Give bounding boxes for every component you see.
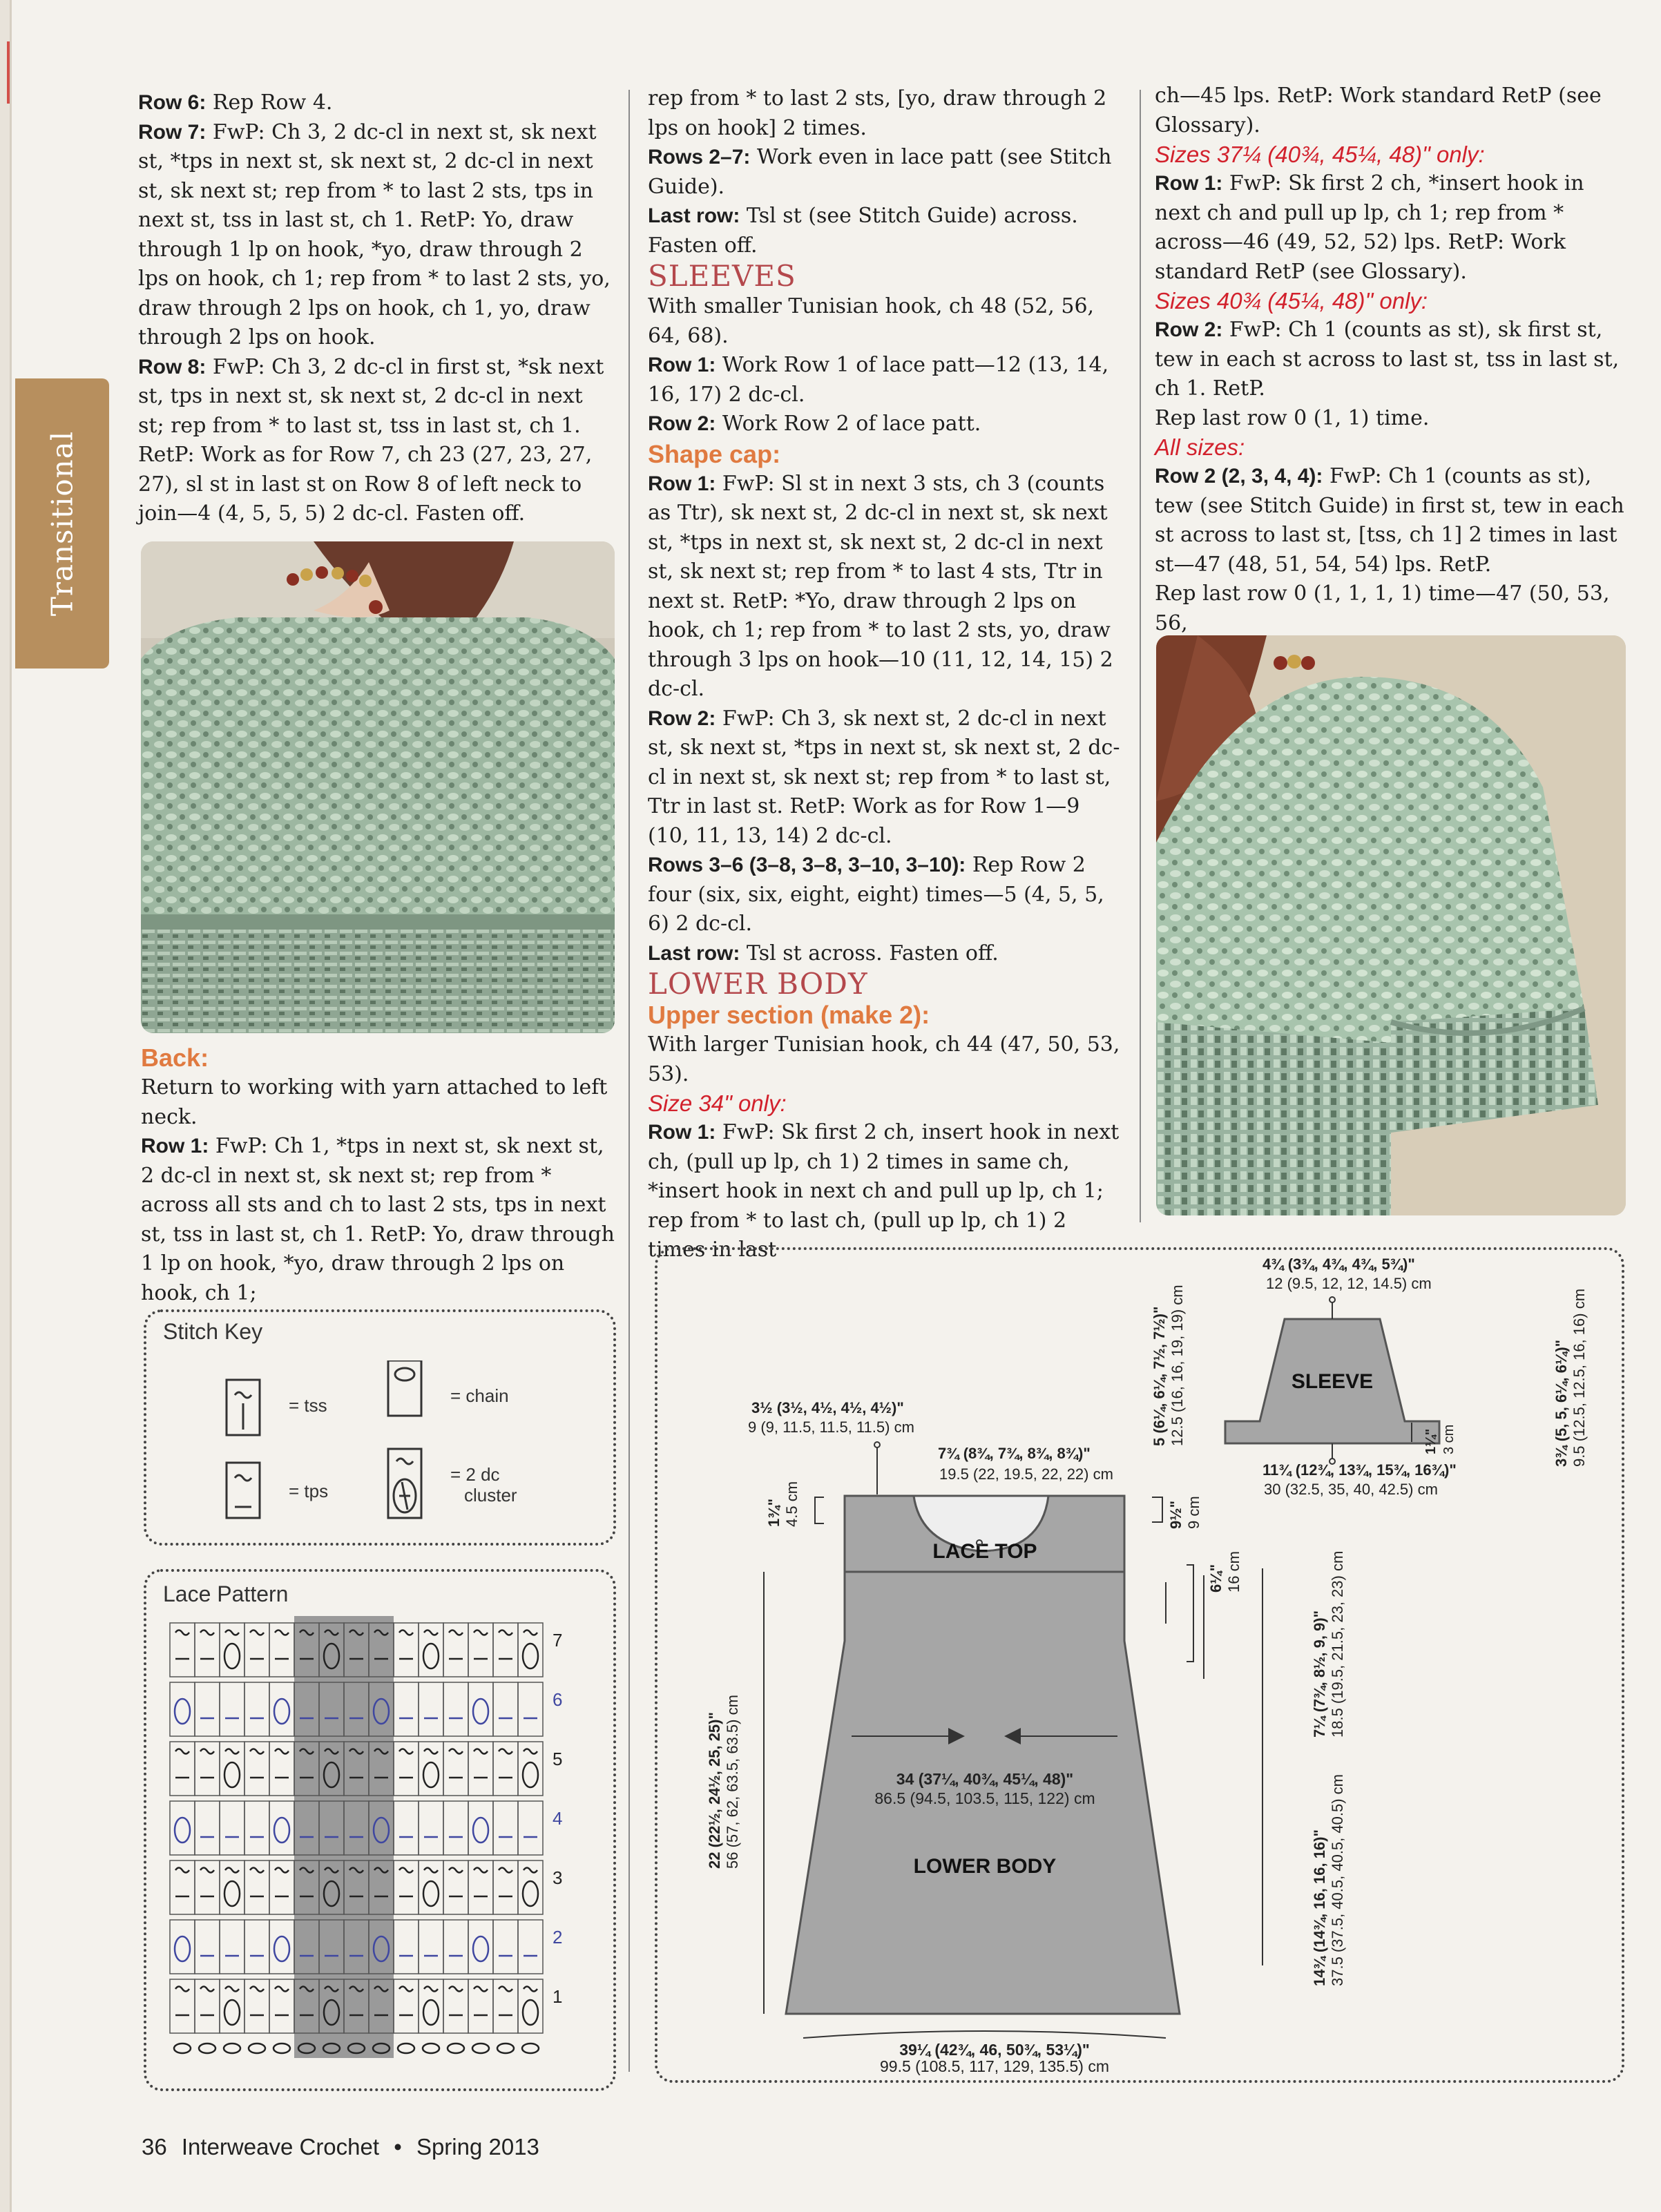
stitch-symbol — [250, 1868, 264, 1897]
stitch-symbol — [200, 1631, 214, 1660]
lace-top-label: LACE TOP — [932, 1540, 1037, 1563]
stitch-symbol — [499, 1868, 512, 1897]
stitch-symbol — [523, 1868, 538, 1907]
stitch-symbol — [449, 1868, 463, 1897]
chart-cell — [269, 1979, 294, 2033]
chart-cell — [244, 1860, 269, 1914]
lace-pattern-chart — [166, 1616, 594, 2058]
lower-right-measurement-cm: 37.5 (37.5, 40.5, 40.5, 40.5) cm — [1329, 1774, 1346, 1986]
chart-cell — [394, 1623, 419, 1677]
chart-cell — [394, 1979, 419, 2033]
stitch-symbol — [423, 1631, 439, 1669]
stitch-key-symbols — [221, 1360, 483, 1533]
chart-cell — [195, 1742, 220, 1796]
total-length-measurement-cm: 56 (57, 62, 63.5, 63.5) cm — [724, 1695, 741, 1869]
stitch-symbol — [250, 1749, 264, 1778]
stitch-symbol — [200, 1868, 214, 1897]
stitch-symbol — [175, 1868, 189, 1897]
stitch-symbol — [523, 1987, 538, 2026]
sleeve-top-measurement-cm: 12 (9.5, 12, 12, 14.5) cm — [1266, 1275, 1432, 1292]
chart-cell — [443, 1623, 468, 1677]
magazine-name: Interweave Crochet — [181, 2134, 380, 2160]
stitch-symbol — [175, 1699, 190, 1724]
stitch-symbol — [224, 1868, 240, 1907]
chart-cell — [468, 1742, 493, 1796]
chart-cell — [468, 1920, 493, 1974]
chart-cell — [468, 1979, 493, 2033]
stitch-symbol — [473, 1818, 488, 1843]
paragraph: Row 1: FwP: Sk first 2 ch, *insert hook in next ch and pull up lp, ch 1; rep from * across—46 (49, 52, 52) lps. RetP: Work standard RetP (see Glossary). — [1155, 171, 1584, 284]
stitch-symbol — [224, 1631, 240, 1669]
size-heading: Size 34" only: — [648, 1090, 787, 1116]
chain-symbol-icon — [398, 2043, 414, 2053]
paragraph: Rows 2–7: Work even in lace patt (see Stitch Guide). — [648, 145, 1112, 199]
chart-cell — [443, 1920, 468, 1974]
size-heading: All sizes: — [1155, 434, 1245, 460]
chain-symbol-icon — [224, 2043, 240, 2053]
chart-cell — [443, 1979, 468, 2033]
chart-cell — [269, 1742, 294, 1796]
chart-cell — [269, 1623, 294, 1677]
column-2 — [648, 84, 1126, 1265]
size-heading: Sizes 40¾ (45¼, 48)" only: — [1155, 288, 1428, 314]
chart-cell — [244, 1979, 269, 2033]
paragraph: With larger Tunisian hook, ch 44 (47, 50, 53, 53). — [648, 1032, 1120, 1086]
chart-cell — [269, 1920, 294, 1974]
paragraph: With smaller Tunisian hook, ch 48 (52, 56, 64, 68). — [648, 294, 1095, 348]
chain-symbol-icon — [472, 2043, 489, 2053]
chart-cell — [419, 1801, 443, 1855]
row-number-label: 2 — [553, 1927, 563, 1947]
paragraph: Row 1: Work Row 1 of lace patt—12 (13, 14, 16, 17) 2 dc-cl. — [648, 353, 1109, 407]
stitch-symbol — [274, 1818, 289, 1843]
yoke-measurement: 6¼" — [1207, 1564, 1225, 1593]
row-number-label: 1 — [553, 1986, 563, 2007]
stitch-symbol — [449, 1987, 463, 2016]
chart-cell — [195, 1623, 220, 1677]
stitch-symbol — [523, 1749, 538, 1788]
chart-cell — [443, 1860, 468, 1914]
page-number: 36 — [142, 2134, 167, 2160]
chart-cell — [269, 1860, 294, 1914]
upper-right-measurement: 7¼ (7¾, 8½, 9, 9)" — [1311, 1610, 1328, 1738]
paragraph: Last row: Tsl st (see Stitch Guide) across. Fasten off. — [648, 204, 1078, 258]
back-photo-image — [141, 541, 615, 1033]
chart-cell — [170, 1979, 195, 2033]
footer-bullet: • — [394, 2134, 402, 2160]
stitch-symbol — [399, 1868, 413, 1897]
neck-measurement-cm: 19.5 (22, 19.5, 22, 22) cm — [939, 1465, 1113, 1483]
paragraph: Row 8: FwP: Ch 3, 2 dc-cl in first st, *sk next st, tps in next st, sk next st, 2 dc-cl in next st; rep from * to last st, tss in last st, ch 1. RetP: Work as for Row 7, ch 23 (27, 23, 27, 27), sl st in last st on Row 8 of left neck to join—4 (4, 5, 5, 5) 2 dc-cl. Fasten off. — [138, 354, 604, 526]
chart-cell — [518, 1920, 543, 1974]
chart-cell — [394, 1801, 419, 1855]
chart-cell — [419, 1682, 443, 1736]
chart-cell — [394, 1682, 419, 1736]
chain-symbol-icon — [174, 2043, 191, 2053]
stitch-symbol — [274, 1936, 289, 1961]
page-footer — [142, 2134, 548, 2160]
sleeve-photo-image — [1156, 635, 1626, 1215]
total-length-measurement: 22 (22½, 24½, 25, 25)" — [706, 1712, 723, 1869]
row-number-label: 5 — [553, 1749, 563, 1769]
column-1-back — [141, 1043, 616, 1308]
key-cluster-label: = 2 dc cluster — [450, 1464, 517, 1506]
shape-cap-heading: Shape cap: — [648, 439, 781, 468]
chart-cell — [170, 1801, 195, 1855]
chart-cell — [195, 1920, 220, 1974]
chart-cell — [468, 1801, 493, 1855]
armhole-measurement-cm: 9 cm — [1185, 1496, 1202, 1529]
stitch-symbol — [423, 1987, 439, 2026]
column-rule — [628, 90, 630, 2072]
chain-symbol-icon — [497, 2043, 514, 2053]
chart-cell — [195, 1682, 220, 1736]
stitch-symbol — [275, 1749, 289, 1778]
chart-cell — [244, 1742, 269, 1796]
paragraph: Row 2: Work Row 2 of lace patt. — [648, 412, 981, 436]
chart-cell — [244, 1801, 269, 1855]
sleeve-bottom-measurement-cm: 30 (32.5, 35, 40, 42.5) cm — [1264, 1481, 1438, 1498]
stitch-symbol — [449, 1749, 463, 1778]
stitch-symbol — [423, 1749, 439, 1788]
chart-cell — [419, 1920, 443, 1974]
key-tss-label: = tss — [289, 1395, 327, 1416]
tps-symbol-icon — [227, 1463, 260, 1518]
paragraph: Row 2: FwP: Ch 1 (counts as st), sk first st, tew in each st across to last st, tss in last st, ch 1. RetP. — [1155, 318, 1620, 401]
sleeve-top-measurement: 4¾ (3¾, 4¾, 4¾, 5¾)" — [1262, 1256, 1415, 1273]
stitch-symbol — [175, 1987, 189, 2016]
stitch-symbol — [474, 1631, 488, 1660]
stitch-symbol — [250, 1987, 264, 2016]
chart-cell — [170, 1860, 195, 1914]
sleeve-bottom-measurement: 11¾ (12¾, 13¾, 15¾, 16¾)" — [1262, 1461, 1457, 1479]
neck-depth-measurement: 1¾" — [765, 1498, 783, 1527]
sleeve-photo — [1156, 635, 1626, 1215]
bust-measurement-cm: 86.5 (94.5, 103.5, 115, 122) cm — [874, 1789, 1095, 1807]
paragraph: Rows 3–6 (3–8, 3–8, 3–10, 3–10): Rep Row 2 four (six, six, eight, eight) times—5 (4, 5, 5, 6) 2 dc-cl. — [648, 853, 1104, 936]
chain-symbol-icon — [273, 2043, 290, 2053]
chart-cell — [170, 1920, 195, 1974]
stitch-symbol — [399, 1631, 413, 1660]
shoulder-measurement-cm: 9 (9, 11.5, 11.5, 11.5) cm — [748, 1418, 914, 1436]
sleeves-heading: SLEEVES — [648, 259, 796, 293]
hem-measurement-cm: 99.5 (108.5, 117, 129, 135.5) cm — [879, 2057, 1110, 2075]
chart-cell — [443, 1742, 468, 1796]
chart-cell — [493, 1682, 518, 1736]
stitch-symbol — [473, 1936, 488, 1961]
stitch-symbol — [499, 1631, 512, 1660]
paragraph: Row 7: FwP: Ch 3, 2 dc-cl in next st, sk next st, *tps in next st, sk next st, 2 dc-cl in next st, sk next st; rep from * to last 2 sts, tps in next st, tss in last st, ch 1. RetP: Yo, draw through 1 lp on hook, *yo, draw through 2 lps on hook, ch 1; rep from * to last 2 sts, yo, draw through 2 lps on hook, ch 1, yo, draw through 2 lps on hook. — [138, 119, 611, 349]
chart-cell — [493, 1801, 518, 1855]
stitch-symbol — [473, 1699, 488, 1724]
stitch-symbol — [275, 1987, 289, 2016]
paragraph: Row 6: Rep Row 4. — [138, 90, 333, 115]
paragraph: Row 2 (2, 3, 4, 4): FwP: Ch 1 (counts as st), tew (see Stitch Guide) in first st, tew in each st across to last st, [tss, ch 1] 2 times in last st—47 (48, 51, 54, 54) lps. RetP. — [1155, 464, 1624, 577]
chart-cell — [220, 1920, 244, 1974]
lower-right-measurement: 14¾ (14¾, 16, 16, 16)" — [1311, 1829, 1328, 1986]
section-tab — [15, 378, 109, 669]
stitch-symbol — [200, 1987, 214, 2016]
chart-cell — [443, 1682, 468, 1736]
sleeve-left-measurement-cm: 12.5 (16, 16, 19, 19) cm — [1169, 1285, 1186, 1446]
stitch-symbol — [474, 1868, 488, 1897]
back-photo — [141, 541, 615, 1033]
stitch-symbol — [275, 1631, 289, 1660]
sleeve-small-measurement: 1¼" — [1423, 1428, 1439, 1454]
column-rule — [1140, 90, 1141, 1222]
paragraph: rep from * to last 2 sts, [yo, draw through 2 lps on hook] 2 times. — [648, 86, 1107, 140]
chart-cell — [394, 1860, 419, 1914]
neck-measurement: 7¾ (8¾, 7¾, 8¾, 8¾)" — [938, 1445, 1091, 1462]
cluster-symbol-icon — [388, 1449, 421, 1518]
row-number-label: 3 — [553, 1867, 563, 1888]
chart-cell — [394, 1742, 419, 1796]
chart-cell — [244, 1623, 269, 1677]
column-3 — [1155, 81, 1631, 638]
row-number-label: 4 — [553, 1808, 563, 1829]
stitch-symbol — [175, 1818, 190, 1843]
chart-cell — [518, 1682, 543, 1736]
stitch-symbol — [423, 1868, 439, 1907]
chart-cell — [170, 1742, 195, 1796]
lower-body-label: LOWER BODY — [913, 1855, 1057, 1878]
stitch-symbol — [449, 1631, 463, 1660]
chart-cell — [220, 1682, 244, 1736]
chart-cell — [493, 1860, 518, 1914]
stitch-symbol — [474, 1987, 488, 2016]
size-heading: Sizes 37¼ (40¾, 45¼, 48)" only: — [1155, 142, 1485, 167]
row-number-label: 6 — [553, 1689, 563, 1710]
stitch-symbol — [224, 1987, 240, 2026]
chart-cell — [244, 1682, 269, 1736]
paragraph: Row 1: FwP: Sk first 2 ch, insert hook in next ch, (pull up lp, ch 1) 2 times in same ch, *insert hook in next ch and pull up lp, ch 1; rep from * to last ch, (pull up lp, ch 1) 2 times in last — [648, 1120, 1120, 1262]
stitch-symbol — [499, 1749, 512, 1778]
bust-measurement: 34 (37¼, 40¾, 45¼, 48)" — [896, 1770, 1074, 1788]
key-chain-label: = chain — [450, 1385, 509, 1406]
paragraph: Row 2: FwP: Ch 3, sk next st, 2 dc-cl in next st, sk next st, *tps in next st, sk next st, 2 dc-cl in next st, sk next st; rep from * to last st, Ttr in last st. RetP: Work as for Row 1—9 (10, 11, 13, 14) 2 dc-cl. — [648, 706, 1120, 848]
stitch-symbol — [175, 1936, 190, 1961]
chart-cell — [468, 1623, 493, 1677]
red-edge-mark — [7, 41, 10, 104]
upper-section-heading: Upper section (make 2): — [648, 1001, 930, 1029]
sleeve-left-measurement: 5 (6¼, 6¼, 7½, 7½)" — [1151, 1306, 1168, 1446]
lower-body-heading: LOWER BODY — [648, 967, 868, 1001]
stitch-symbol — [399, 1987, 413, 2016]
sleeve-label: SLEEVE — [1291, 1370, 1374, 1393]
schematic-diagram — [655, 1247, 1619, 2077]
paragraph: Row 1: FwP: Sl st in next 3 sts, ch 3 (counts as Ttr), sk next st, 2 dc-cl in next st, sk next st, *tps in next st, sk next st, 2 dc-cl in next st, sk next st; rep from * to last 4 sts, Ttr in next st. RetP: *Yo, draw through 2 lps on hook, ch 1; rep from * to last 2 sts, yo, draw through 3 lps on hook—10 (11, 12, 14, 15) 2 dc-cl. — [648, 471, 1113, 701]
neck-depth-measurement-cm: 4.5 cm — [783, 1481, 800, 1527]
stitch-symbol — [224, 1749, 240, 1788]
paragraph: ch—45 lps. RetP: Work standard RetP (see Glossary). — [1155, 84, 1602, 137]
column-1 — [138, 88, 613, 529]
armhole-measurement: 9½" — [1167, 1500, 1184, 1529]
chart-cell — [493, 1742, 518, 1796]
chart-cell — [195, 1979, 220, 2033]
chart-cell — [244, 1920, 269, 1974]
stitch-symbol — [499, 1987, 512, 2016]
chart-cell — [468, 1860, 493, 1914]
chain-symbol-icon — [199, 2043, 215, 2053]
issue-name: Spring 2013 — [416, 2134, 539, 2160]
sleeve-right-measurement: 3¾ (5, 5, 6¼, 6¼)" — [1553, 1339, 1570, 1467]
chart-cell — [394, 1920, 419, 1974]
chart-cell — [493, 1920, 518, 1974]
chain-symbol-icon — [522, 2043, 539, 2053]
stitch-symbol — [250, 1631, 264, 1660]
chart-cell — [443, 1801, 468, 1855]
paragraph: Row 1: FwP: Ch 1, *tps in next st, sk next st, 2 dc-cl in next st, sk next st; rep from * across all sts and ch to last 2 sts, tps in next st, tss in last st, ch 1. RetP: Yo, draw through 1 lp on hook, *yo, draw through 2 lps on hook, ch 1; — [141, 1134, 615, 1305]
paragraph: Rep last row 0 (1, 1, 1, 1) time—47 (50, 53, 56, — [1155, 581, 1610, 635]
chart-cell — [220, 1801, 244, 1855]
chart-cell — [269, 1682, 294, 1736]
chain-symbol-icon — [249, 2043, 265, 2053]
row-number-label: 7 — [553, 1630, 563, 1651]
stitch-symbol — [474, 1749, 488, 1778]
chart-cell — [518, 1801, 543, 1855]
paragraph: Last row: Tsl st across. Fasten off. — [648, 941, 999, 965]
section-tab-label: Transitional — [45, 430, 79, 617]
chain-symbol-icon — [448, 2043, 464, 2053]
shoulder-measurement: 3½ (3½, 4½, 4½, 4½)" — [751, 1399, 904, 1416]
stitch-symbol — [523, 1631, 538, 1669]
page-edge — [0, 0, 12, 2212]
stitch-key-title: Stitch Key — [163, 1319, 263, 1344]
chart-cell — [269, 1801, 294, 1855]
sleeve-right-measurement-cm: 9.5 (12.5, 12.5, 16, 16) cm — [1571, 1288, 1588, 1467]
chart-cell — [195, 1860, 220, 1914]
paragraph: Rep last row 0 (1, 1) time. — [1155, 405, 1430, 430]
upper-right-measurement-cm: 18.5 (19.5, 21.5, 23, 23) cm — [1329, 1550, 1346, 1738]
stitch-symbol — [399, 1749, 413, 1778]
sleeve-small-measurement-cm: 3 cm — [1441, 1424, 1457, 1454]
key-tps-label: = tps — [289, 1481, 329, 1501]
stitch-symbol — [275, 1868, 289, 1897]
yoke-measurement-cm: 16 cm — [1225, 1551, 1242, 1593]
lace-pattern-title: Lace Pattern — [163, 1581, 289, 1606]
chart-cell — [195, 1801, 220, 1855]
chain-symbol-icon — [423, 2043, 439, 2053]
chart-cell — [170, 1623, 195, 1677]
stitch-symbol — [274, 1699, 289, 1724]
stitch-symbol — [175, 1749, 189, 1778]
chart-cell — [493, 1979, 518, 2033]
stitch-symbol — [175, 1631, 189, 1660]
back-heading: Back: — [141, 1044, 209, 1072]
chart-cell — [170, 1682, 195, 1736]
paragraph: Return to working with yarn attached to left neck. — [141, 1075, 608, 1129]
chart-cell — [468, 1682, 493, 1736]
stitch-symbol — [200, 1749, 214, 1778]
chart-cell — [493, 1623, 518, 1677]
hem-measurement: 39¼ (42¾, 46, 50¾, 53¼)" — [899, 2041, 1090, 2059]
